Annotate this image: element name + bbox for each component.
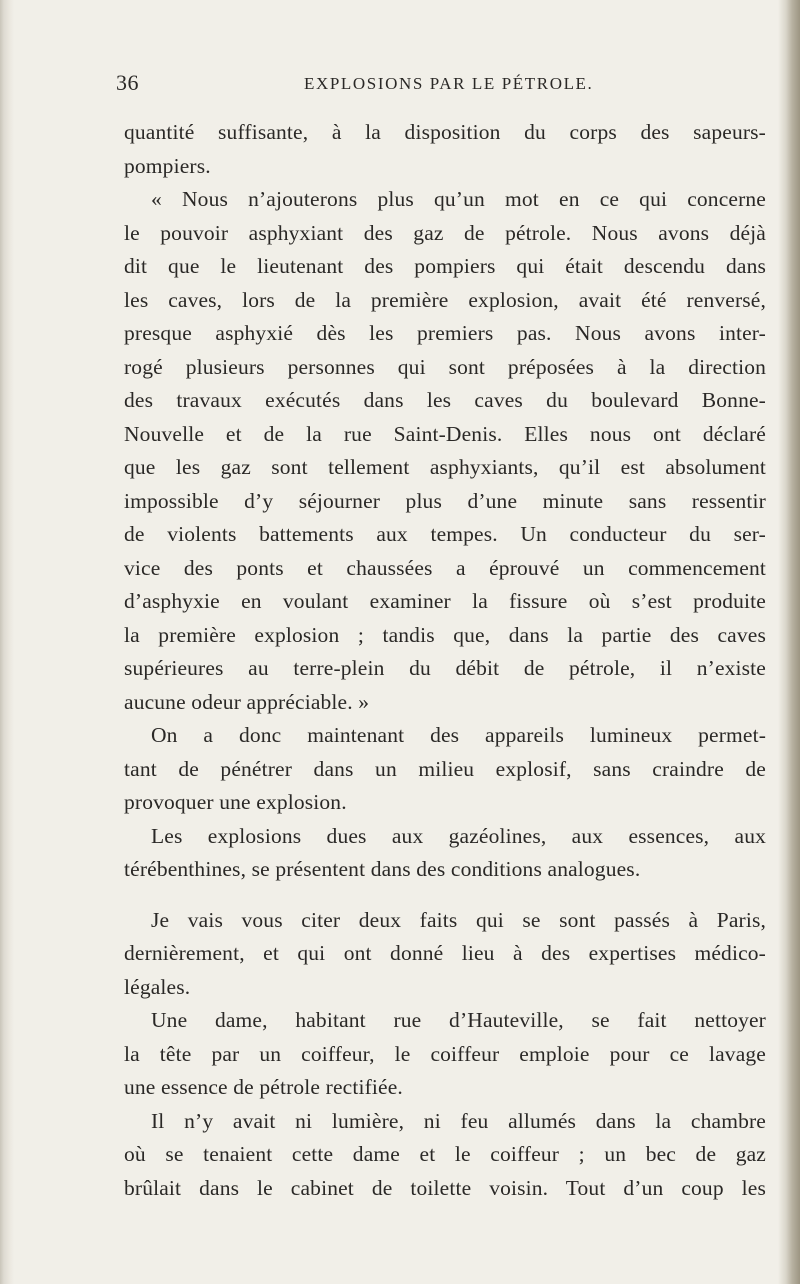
text-line: presque asphyxié dès les premiers pas. Nous avons inter- (124, 321, 766, 345)
page-right-edge (778, 0, 800, 1284)
text-line: quantité suffisante, à la disposition du corps des sapeurs- (124, 120, 766, 144)
text-line: « Nous n’ajouterons plus qu’un mot en ce qui concerne (151, 187, 766, 211)
text-line: Je vais vous citer deux faits qui se sont passés à Paris, (151, 907, 766, 932)
text-line: que les gaz sont tellement asphyxiants, qu’il est absolument (124, 455, 766, 479)
text-line: térébenthines, se présentent dans des conditions analogues. (124, 857, 641, 881)
text-line: la tête par un coiffeur, le coiffeur emploie pour ce lavage (124, 1041, 766, 1066)
text-line: provoquer une explosion. (124, 790, 347, 814)
text-line: de violents battements aux tempes. Un conducteur du ser- (124, 522, 766, 546)
text-line: une essence de pétrole rectifiée. (124, 1075, 403, 1099)
text-line: les caves, lors de la première explosion, avait été renversé, (124, 287, 766, 312)
running-head: EXPLOSIONS PAR LE PÉTROLE. (304, 74, 594, 93)
text-line: d’asphyxie en voulant examiner la fissure où s’est produite (124, 589, 766, 613)
text-line: supérieures au terre-plein du débit de pétrole, il n’existe (124, 656, 766, 680)
text-line: où se tenaient cette dame et le coiffeur ; un bec de gaz (124, 1142, 766, 1166)
text-line: Une dame, habitant rue d’Hauteville, se fait nettoyer (151, 1008, 766, 1032)
page-left-edge (0, 0, 14, 1284)
text-line: rogé plusieurs personnes qui sont préposées à la direction (124, 354, 766, 379)
text-line: le pouvoir asphyxiant des gaz de pétrole. Nous avons déjà (124, 220, 766, 245)
body-text (124, 116, 766, 1205)
text-line: tant de pénétrer dans un milieu explosif, sans craindre de (124, 756, 766, 781)
text-line: vice des ponts et chaussées a éprouvé un commencement (124, 555, 766, 580)
text-line: pompiers. (124, 153, 211, 178)
text-line: Les explosions dues aux gazéolines, aux essences, aux (151, 823, 766, 848)
text-line: brûlait dans le cabinet de toilette voisin. Tout d’un coup les (124, 1175, 766, 1200)
text-line: impossible d’y séjourner plus d’une minute sans ressentir (124, 488, 766, 513)
text-line: dit que le lieutenant des pompiers qui était descendu dans (124, 254, 766, 278)
page-number: 36 (116, 70, 139, 95)
text-line: aucune odeur appréciable. » (124, 689, 370, 714)
text-line: Nouvelle et de la rue Saint-Denis. Elles nous ont déclaré (124, 421, 766, 446)
text-line: dernièrement, et qui ont donné lieu à des expertises médico- (124, 941, 766, 965)
text-line: légales. (124, 974, 191, 999)
text-line: Il n’y avait ni lumière, ni feu allumés dans la chambre (151, 1108, 766, 1133)
text-line: des travaux exécutés dans les caves du boulevard Bonne- (124, 388, 766, 412)
text-line: la première explosion ; tandis que, dans la partie des caves (124, 622, 766, 647)
text-line: On a donc maintenant des appareils lumineux permet- (151, 723, 766, 747)
page-header (116, 70, 766, 100)
